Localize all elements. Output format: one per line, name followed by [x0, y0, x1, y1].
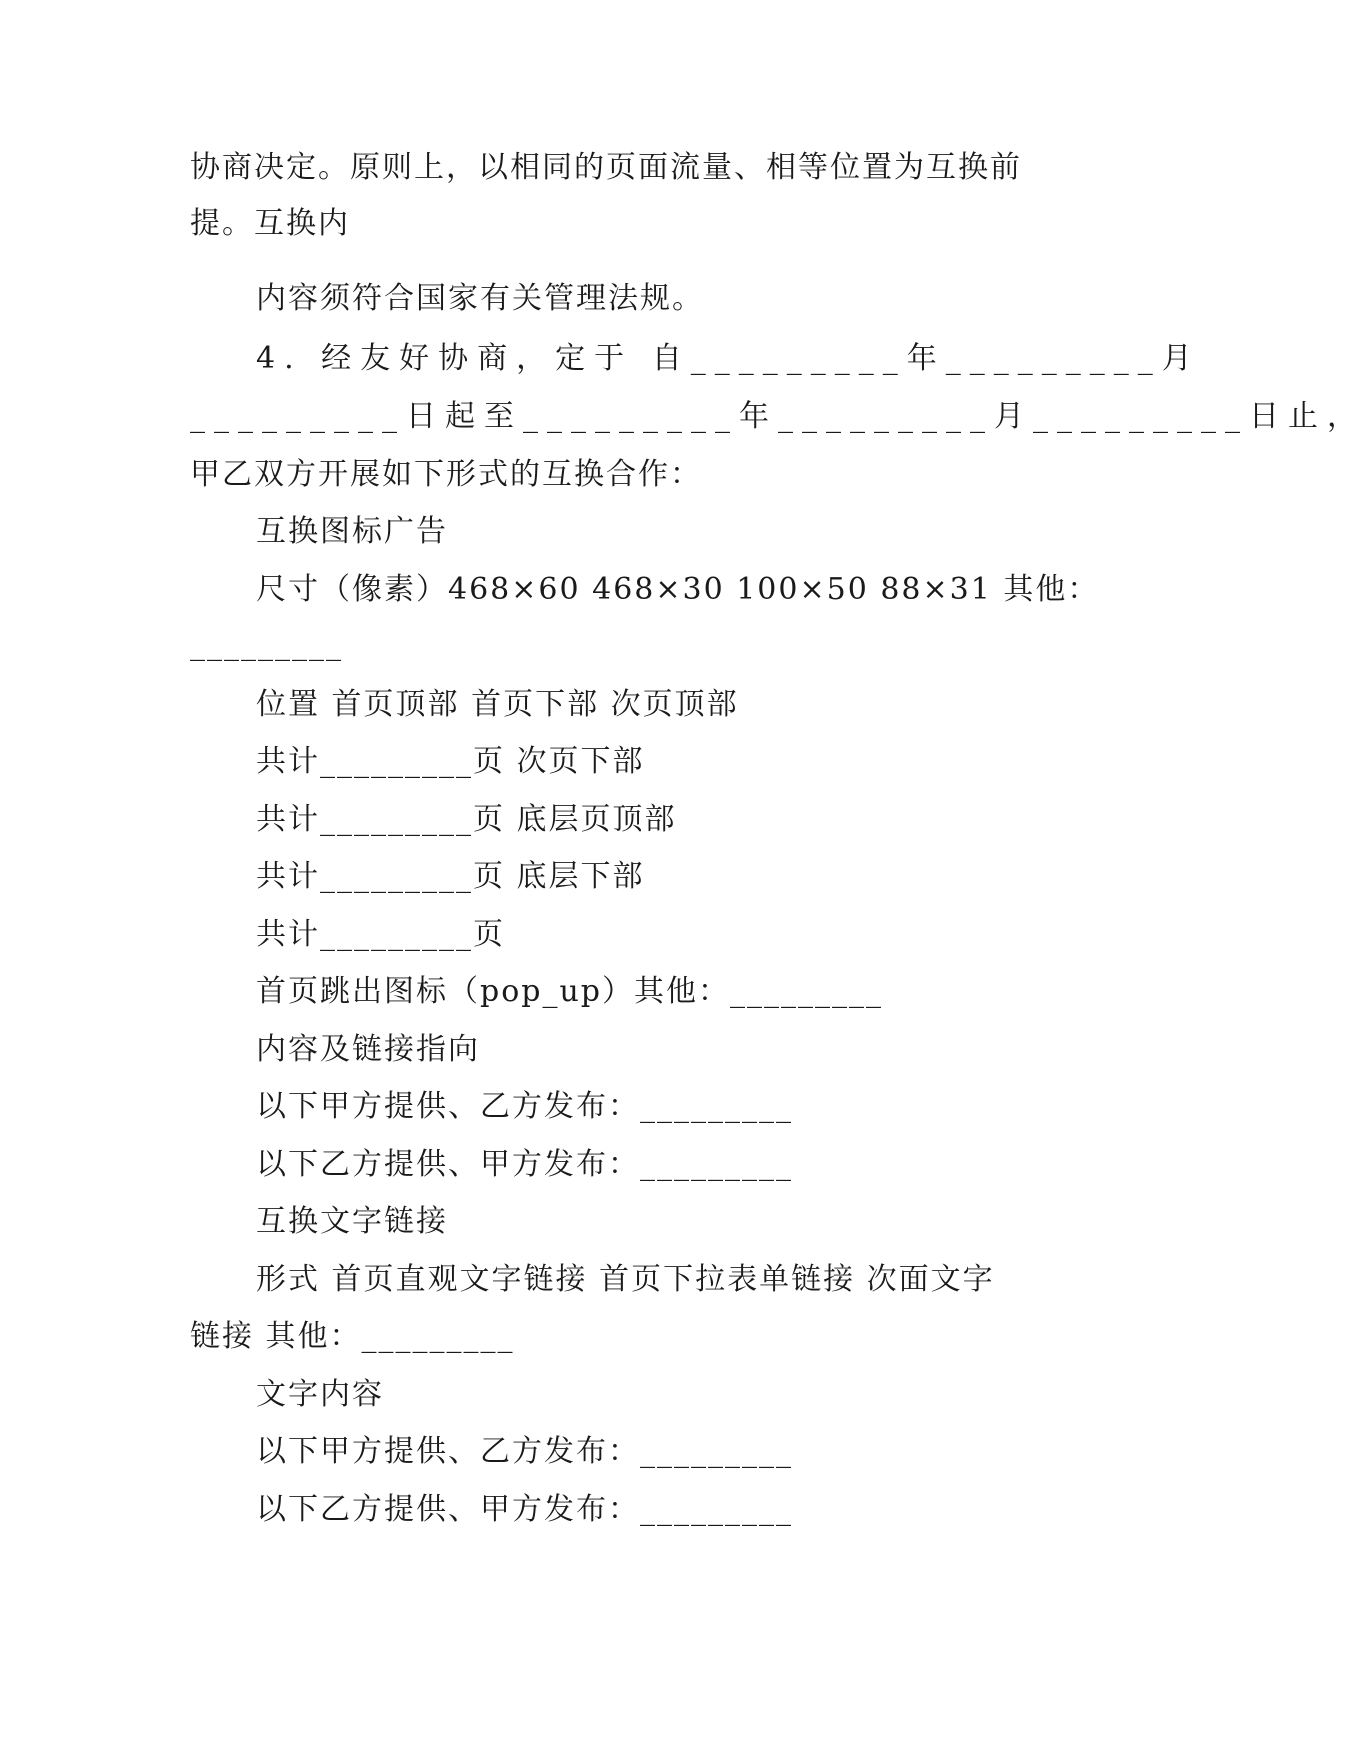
- text-line: 共计_________页: [256, 917, 505, 952]
- text-line: _________日起至_________年_________月_________日止，: [190, 399, 1366, 434]
- blank-line: _________: [190, 627, 343, 662]
- text-line: 甲乙双方开展如下形式的互换合作：: [190, 457, 702, 492]
- section-heading: 文字内容: [256, 1377, 384, 1412]
- text-line: 以下乙方提供、甲方发布：_________: [256, 1147, 793, 1182]
- text-line: 以下甲方提供、乙方发布：_________: [256, 1434, 793, 1469]
- section-heading: 内容及链接指向: [256, 1032, 480, 1067]
- text-line: 共计_________页 次页下部: [256, 744, 645, 779]
- section-heading: 互换图标广告: [256, 514, 448, 549]
- text-line: 尺寸（像素）468×60 468×30 100×50 88×31 其他：: [256, 572, 1100, 607]
- text-line: 链接 其他：_________: [190, 1319, 515, 1354]
- text-line: 以下乙方提供、甲方发布：_________: [256, 1492, 793, 1527]
- text-line: 位置 首页顶部 首页下部 次页顶部: [256, 687, 739, 722]
- text-line: 提。互换内: [190, 206, 350, 241]
- text-line: 协商决定。原则上，以相同的页面流量、相等位置为互换前: [190, 150, 1022, 185]
- text-line: 以下甲方提供、乙方发布：_________: [256, 1089, 793, 1124]
- section-heading: 互换文字链接: [256, 1204, 448, 1239]
- text-line: 内容须符合国家有关管理法规。: [256, 281, 704, 316]
- text-line: 共计_________页 底层下部: [256, 859, 645, 894]
- text-line: 4. 经友好协商，定于 自_________年_________月: [256, 341, 1201, 376]
- text-line: 首页跳出图标（pop_up）其他：_________: [256, 974, 883, 1009]
- text-line: 共计_________页 底层页顶部: [256, 802, 677, 837]
- text-line: 形式 首页直观文字链接 首页下拉表单链接 次面文字: [256, 1262, 995, 1297]
